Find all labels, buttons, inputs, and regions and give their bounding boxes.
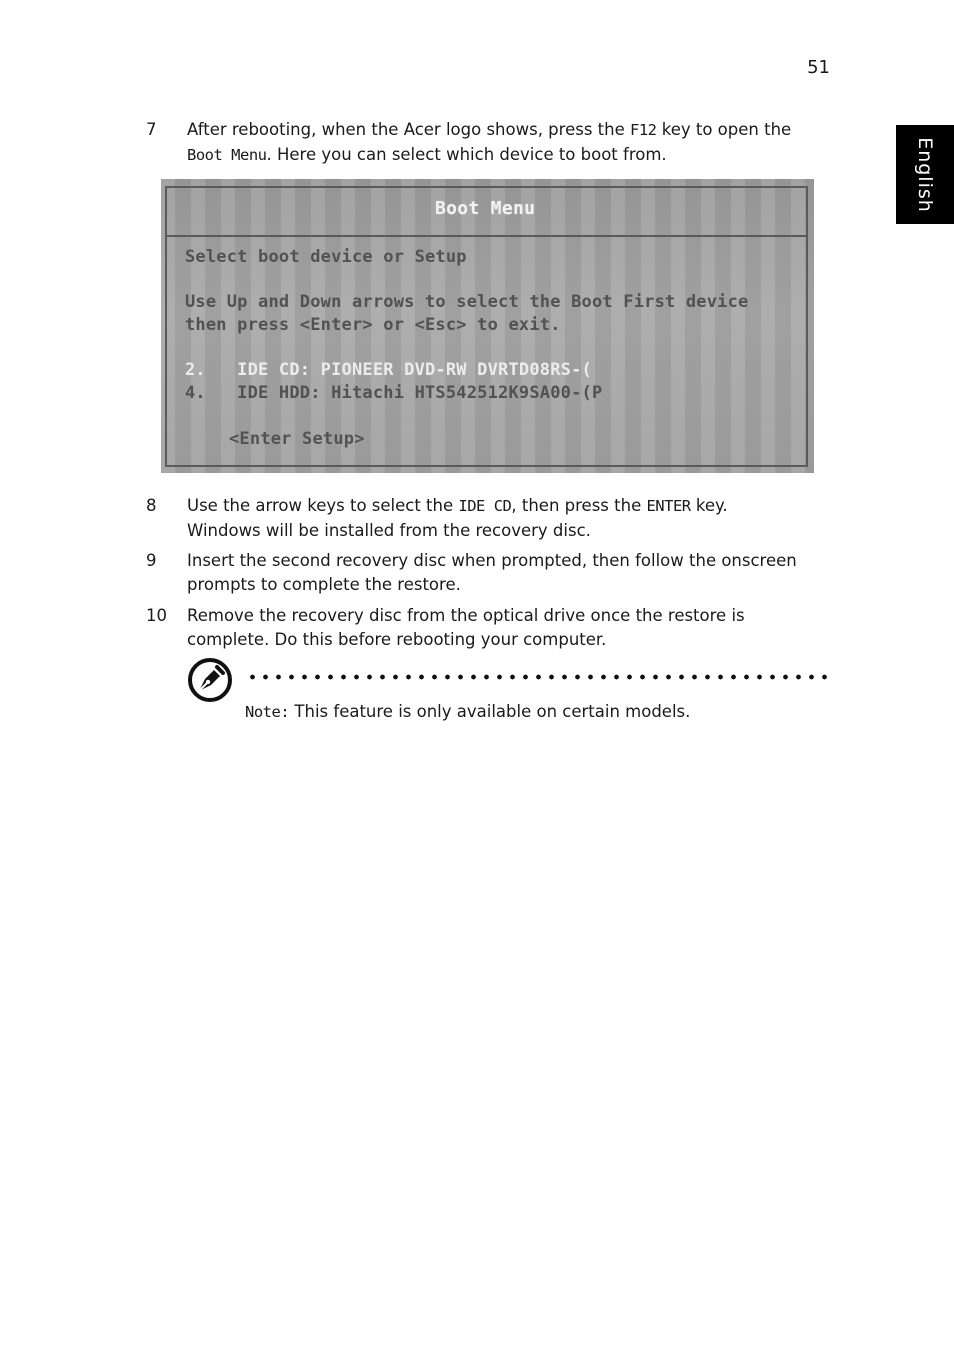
step-text-part: key. bbox=[690, 496, 728, 515]
step-text bbox=[187, 118, 837, 167]
boot-menu-frame bbox=[165, 186, 808, 467]
note-divider bbox=[246, 674, 832, 680]
note-label: Note: bbox=[245, 703, 290, 721]
language-tab bbox=[896, 125, 954, 224]
key-boot-menu: Boot Menu bbox=[187, 145, 267, 164]
step-text-line: Remove the recovery disc from the optical drive once the restore is bbox=[187, 606, 745, 625]
boot-menu-enter-setup[interactable]: <Enter Setup> bbox=[229, 429, 365, 449]
boot-device-ide-cd[interactable]: 2. IDE CD: PIONEER DVD-RW DVRTD08RS-( bbox=[185, 360, 592, 380]
note bbox=[245, 700, 690, 724]
step-text-part: Use the arrow keys to select the bbox=[187, 496, 459, 515]
step-text-line: complete. Do this before rebooting your computer. bbox=[187, 629, 607, 649]
step-text bbox=[187, 494, 837, 542]
boot-menu-screenshot bbox=[161, 179, 814, 473]
note-pen-icon bbox=[187, 657, 233, 703]
language-tab-label: English bbox=[914, 136, 936, 213]
boot-menu-header bbox=[167, 188, 806, 237]
step-text-line: Insert the second recovery disc when prompted, then follow the onscreen bbox=[187, 551, 797, 570]
step-number: 9 bbox=[146, 551, 157, 570]
step-text-part: , then press the bbox=[511, 496, 647, 515]
step-text-part: . Here you can select which device to boot from. bbox=[266, 144, 667, 164]
step-text bbox=[187, 549, 837, 596]
page-number: 51 bbox=[807, 57, 830, 78]
boot-menu-prompt: Select boot device or Setup bbox=[185, 247, 467, 267]
step-text-part: After rebooting, when the Acer logo shows, press the bbox=[187, 120, 630, 139]
step-text-line: prompts to complete the restore. bbox=[187, 574, 461, 594]
step-text-line: Windows will be installed from the recovery disc. bbox=[187, 520, 591, 540]
step-number: 8 bbox=[146, 496, 157, 515]
boot-device-ide-hdd[interactable]: 4. IDE HDD: Hitachi HTS542512K9SA00-(P bbox=[185, 383, 603, 403]
boot-menu-instruction: then press <Enter> or <Esc> to exit. bbox=[185, 315, 561, 335]
key-enter: ENTER bbox=[646, 497, 691, 515]
boot-menu-instruction: Use Up and Down arrows to select the Boot First device bbox=[185, 292, 749, 312]
step-number: 7 bbox=[146, 120, 157, 139]
step-text-part: key to open the bbox=[656, 120, 792, 139]
key-ide-cd: IDE CD bbox=[458, 497, 512, 515]
boot-menu-title: Boot Menu bbox=[435, 198, 536, 219]
key-f12: F12 bbox=[630, 121, 657, 139]
note-text: This feature is only available on certain models. bbox=[289, 702, 691, 721]
step-text bbox=[187, 604, 837, 651]
step-number: 10 bbox=[146, 606, 167, 625]
